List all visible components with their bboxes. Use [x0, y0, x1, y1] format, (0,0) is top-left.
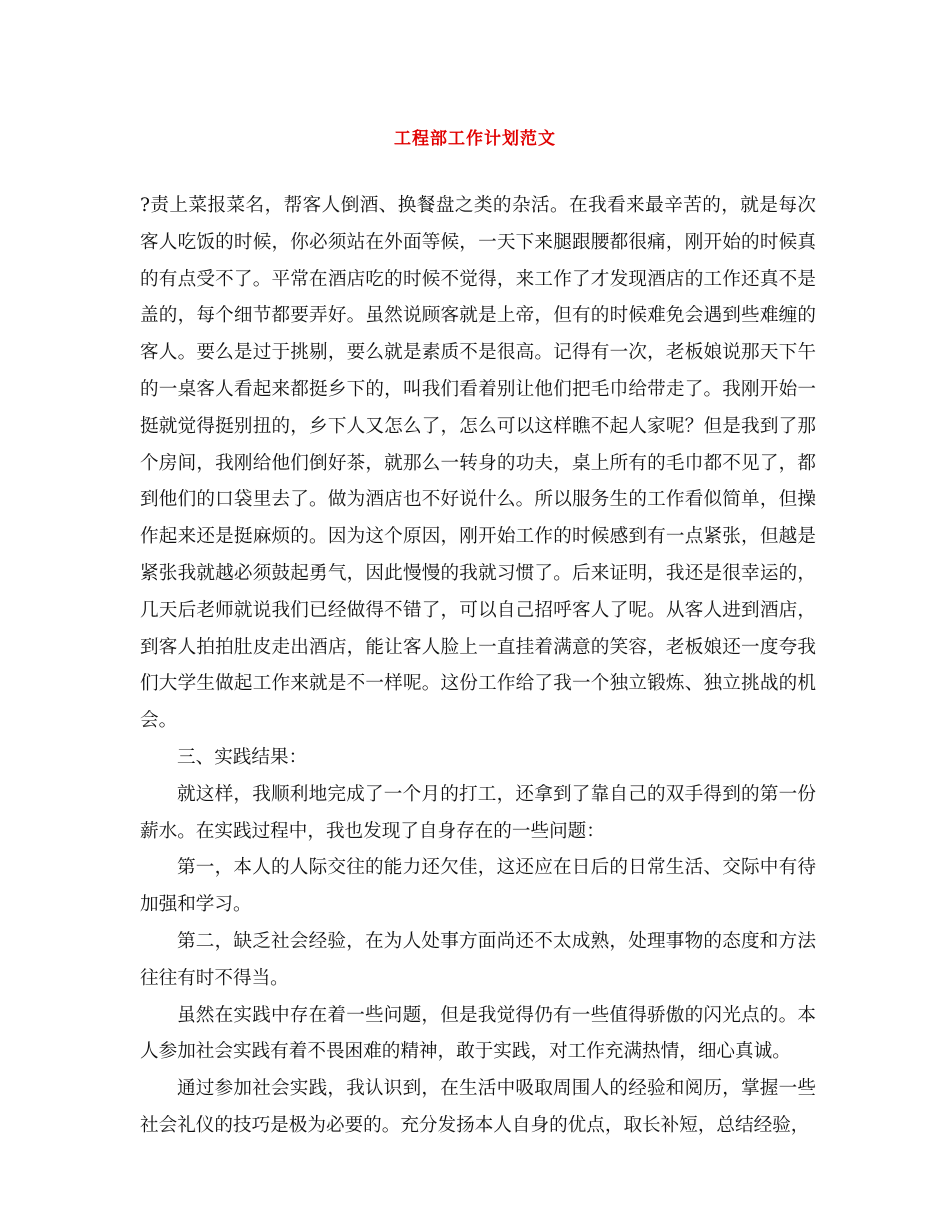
body-paragraph: 通过参加社会实践，我认识到，在生活中吸取周围人的经验和阅历，掌握一些社会礼仪的技巧是极为必要的。充分发扬本人自身的优点，取长补短，总结经验， — [140, 1078, 816, 1136]
body-paragraph: 虽然在实践中存在着一些问题，但是我觉得仍有一些值得骄傲的闪光点的。本人参加社会实践有着不畏困难的精神，敢于实践，对工作充满热情，细心真诚。 — [140, 1004, 816, 1063]
document-title: 工程部工作计划范文 — [394, 129, 556, 149]
body-paragraph: 第一，本人的人际交往的能力还欠佳，这还应在日后的日常生活、交际中有待加强和学习。 — [140, 857, 816, 916]
body-paragraph: ?责上菜报菜名，帮客人倒酒、换餐盘之类的杂活。在我看来最辛苦的，就是每次客人吃饭的时候，你必须站在外面等候，一天下来腿跟腰都很痛，刚开始的时候真的有点受不了。平常在酒店吃的时候不觉得，来工作了才发现酒店的工作还真不是盖的，每个细节都要弄好。虽然说顾客就是上帝，但有的时候难免会遇到些难缠的客人。要么是过于挑剔，要么就是素质不是很高。记得有一次，老板娘说那天下午的一桌客人看起来都挺乡下的，叫我们看着别让他们把毛巾给带走了。我刚开始一挺就觉得挺别扭的，乡下人又怎么了，怎么可以这样瞧不起人家呢？但是我到了那个房间，我刚给他们倒好茶，就那么一转身的功夫，桌上所有的毛巾都不见了，都到他们的口袋里去了。做为酒店也不好说什么。所以服务生的工作看似简单，但操作起来还是挺麻烦的。因为这个原因，刚开始工作的时候感到有一点紧张，但越是紧张我就越必须鼓起勇气，因此慢慢的我就习惯了。后来证明，我还是很幸运的，几天后老师就说我们已经做得不错了，可以自己招呼客人了呢。从客人进到酒店，到客人拍拍肚皮走出酒店，能让客人脸上一直挂着满意的笑容，老板娘还一度夸我们大学生做起工作来就是不一样呢。这份工作给了我一个独立锻炼、独立挑战的机会。 — [140, 195, 816, 732]
document-body — [140, 188, 816, 1145]
body-paragraph: 第二，缺乏社会经验，在为人处事方面尚还不太成熟，处理事物的态度和方法往往有时不得当。 — [140, 930, 816, 989]
section-heading: 三、实践结果： — [177, 746, 308, 768]
body-paragraph: 就这样，我顺利地完成了一个月的打工，还拿到了靠自己的双手得到的第一份薪水。在实践过程中，我也发现了自身存在的一些问题： — [140, 783, 816, 842]
